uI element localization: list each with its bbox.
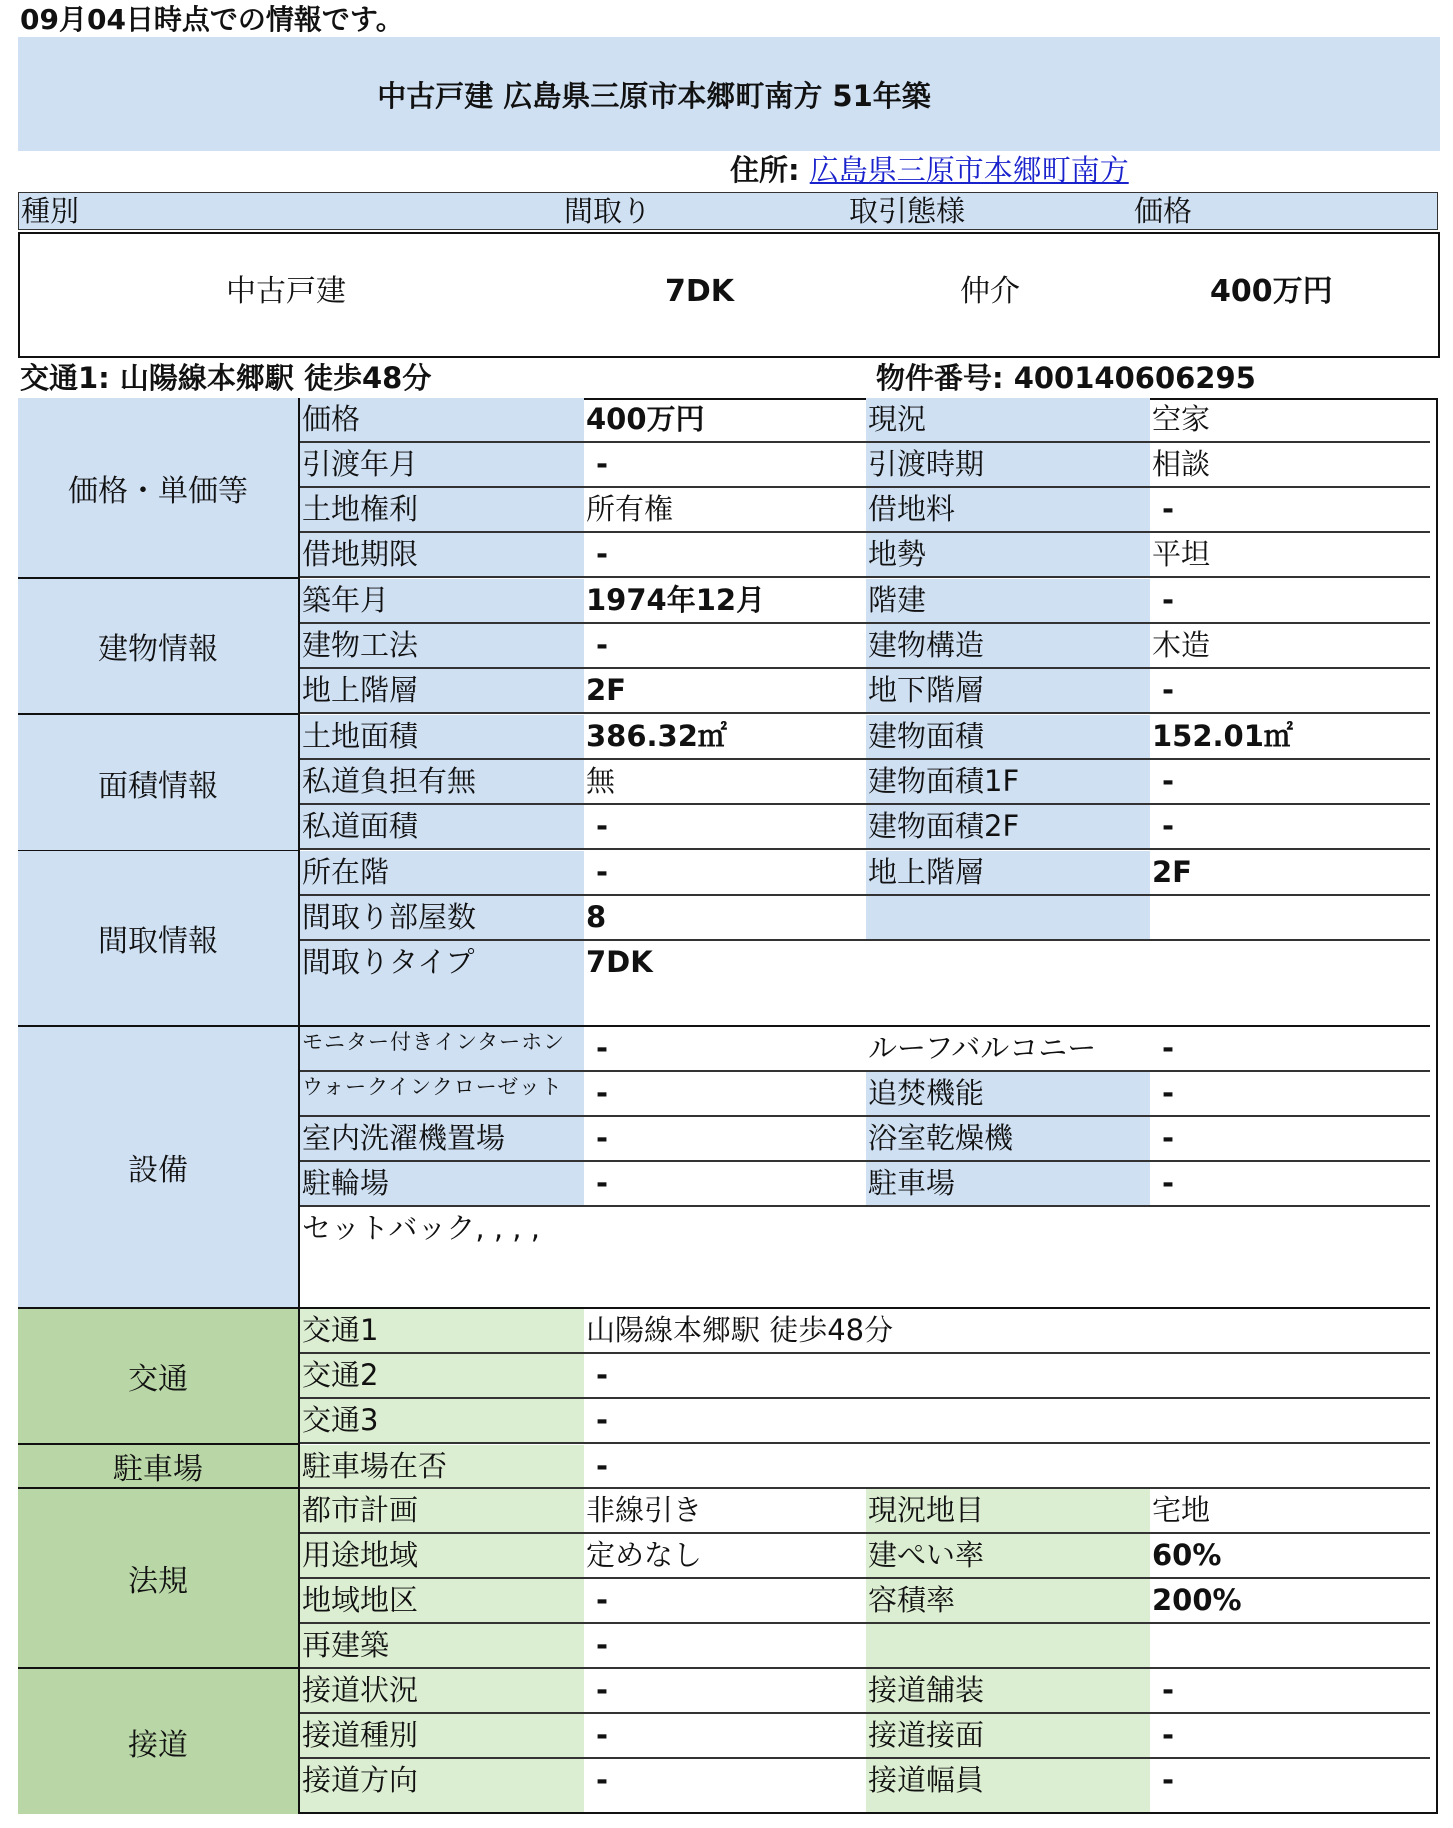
row-value: - (596, 1166, 609, 1200)
row-value: - (596, 1718, 609, 1752)
row-label: 交通3 (300, 1399, 584, 1442)
table-row (300, 1759, 1430, 1812)
row-label-blank (866, 1624, 1150, 1667)
address-label: 住所: (730, 153, 800, 187)
row-label: ウォークインクローゼット (300, 1072, 584, 1115)
row-label: 土地権利 (300, 488, 584, 531)
row-label: 再建築 (300, 1624, 584, 1667)
row-value: - (596, 628, 609, 662)
table-row (300, 1354, 1430, 1399)
summary-header-layout: 間取り (564, 194, 652, 228)
row-label: 交通1 (300, 1309, 584, 1352)
table-row (300, 398, 1430, 443)
table-row (300, 1117, 1430, 1162)
table-row (300, 1489, 1430, 1534)
section-title-parking: 駐車場 (18, 1445, 300, 1489)
row-value: 無 (586, 764, 616, 798)
table-row (300, 533, 1430, 578)
row-value: - (596, 855, 609, 889)
row-value: 非線引き (586, 1493, 703, 1527)
row-value: - (596, 1031, 609, 1065)
row-value: 木造 (1152, 628, 1211, 662)
row-label: 建物面積2F (866, 805, 1150, 848)
row-label: 借地期限 (300, 533, 584, 576)
row-label: 所在階 (300, 851, 584, 894)
row-value: - (1162, 1673, 1175, 1707)
row-value: 相談 (1152, 447, 1211, 481)
summary-values (18, 232, 1440, 358)
row-value: 1974年12月 (586, 583, 766, 617)
row-value: - (596, 1403, 609, 1437)
row-label: 現況地目 (866, 1489, 1150, 1532)
row-label: 地上階層 (300, 669, 584, 712)
row-value: - (1162, 764, 1175, 798)
table-row (300, 851, 1430, 896)
section-title-area: 面積情報 (18, 715, 300, 852)
row-value: 152.01㎡ (1152, 719, 1293, 753)
row-label: 間取りタイプ (300, 941, 584, 1025)
section-title-equipment: 設備 (18, 1027, 300, 1309)
row-label: 建物構造 (866, 624, 1150, 667)
row-label: 建ぺい率 (866, 1534, 1150, 1577)
table-row (300, 1534, 1430, 1579)
summary-value-type: 中古戸建 (226, 274, 346, 309)
row-label: 地勢 (866, 533, 1150, 576)
row-label: 引渡時期 (866, 443, 1150, 486)
address-link[interactable]: 広島県三原市本郷町南方 (809, 153, 1129, 187)
table-row (300, 1027, 1430, 1072)
table-row (300, 715, 1430, 760)
table-row (300, 488, 1430, 533)
row-value: 空家 (1152, 402, 1211, 436)
row-value: - (1162, 583, 1175, 617)
page-title: 中古戸建 広島県三原市本郷町南方 51年築 (377, 78, 931, 113)
row-value: 200% (1152, 1583, 1242, 1617)
row-label: 駐輪場 (300, 1162, 584, 1205)
row-value: - (1162, 1031, 1175, 1065)
row-label: 容積率 (866, 1579, 1150, 1622)
row-label: 階建 (866, 579, 1150, 622)
row-label: 間取り部屋数 (300, 896, 584, 939)
row-value: - (1162, 1763, 1175, 1797)
table-row (300, 1309, 1430, 1354)
row-label: 駐車場在否 (300, 1445, 584, 1487)
summary-value-transaction: 仲介 (960, 274, 1020, 309)
row-label: 交通2 (300, 1354, 584, 1397)
row-label: 土地面積 (300, 715, 584, 758)
access-line: 交通1: 山陽線本郷駅 徒歩48分 (20, 361, 432, 395)
row-value: - (1162, 1166, 1175, 1200)
row-label: 価格 (300, 398, 584, 441)
row-value: - (596, 1121, 609, 1155)
summary-value-price: 400万円 (1210, 274, 1333, 309)
row-label: 地下階層 (866, 669, 1150, 712)
table-row (300, 624, 1430, 669)
table-row (300, 1162, 1430, 1207)
summary-value-layout: 7DK (665, 274, 735, 309)
row-value: - (596, 1358, 609, 1392)
row-label: 建物面積1F (866, 760, 1150, 803)
table-row (300, 941, 1430, 1027)
section-title-building: 建物情報 (18, 579, 300, 715)
row-value: 2F (1152, 855, 1192, 889)
row-value: 386.32㎡ (586, 719, 727, 753)
row-value: - (596, 1583, 609, 1617)
property-number: 物件番号: 400140606295 (876, 361, 1256, 395)
section-title-transport: 交通 (18, 1309, 300, 1445)
row-value: 山陽線本郷駅 徒歩48分 (586, 1313, 894, 1347)
row-value: 8 (586, 900, 607, 934)
table-row (300, 1624, 1430, 1669)
table-row (300, 1399, 1430, 1444)
row-label: 私道負担有無 (300, 760, 584, 803)
row-label: 追焚機能 (866, 1072, 1150, 1115)
row-value: - (1162, 1121, 1175, 1155)
table-row (300, 1669, 1430, 1714)
section-title-road: 接道 (18, 1669, 300, 1814)
row-label: 建物工法 (300, 624, 584, 667)
row-value: - (596, 1628, 609, 1662)
summary-header (18, 192, 1438, 230)
row-label: 接道種別 (300, 1714, 584, 1757)
address-line (730, 150, 1129, 190)
row-label: 築年月 (300, 579, 584, 622)
row-label: 現況 (866, 398, 1150, 441)
table-row (300, 805, 1430, 850)
row-value: 2F (586, 673, 626, 707)
row-label: 浴室乾燥機 (866, 1117, 1150, 1160)
row-value: - (596, 1449, 609, 1483)
title-band (18, 37, 1440, 151)
row-label: 駐車場 (866, 1162, 1150, 1205)
row-value: 7DK (586, 945, 653, 979)
row-label: 地上階層 (866, 851, 1150, 894)
row-label: 借地料 (866, 488, 1150, 531)
row-value: - (1162, 492, 1175, 526)
row-value: 60% (1152, 1538, 1222, 1572)
row-label: 接道接面 (866, 1714, 1150, 1757)
section-title-price: 価格・単価等 (18, 398, 300, 579)
table-row (300, 760, 1430, 805)
summary-header-price: 価格 (1134, 194, 1193, 228)
row-value: - (1162, 673, 1175, 707)
table-row (300, 1579, 1430, 1624)
row-value: 400万円 (586, 402, 705, 436)
row-value: - (596, 447, 609, 481)
row-label-blank (866, 896, 1150, 939)
row-value: - (1162, 809, 1175, 843)
section-title-layout: 間取情報 (18, 851, 300, 1027)
section-title-law: 法規 (18, 1489, 300, 1669)
row-label: 引渡年月 (300, 443, 584, 486)
row-value-blank (1150, 896, 1430, 939)
row-label: 室内洗濯機置場 (300, 1117, 584, 1160)
table-row (300, 579, 1430, 624)
row-value: 所有権 (586, 492, 674, 526)
row-label: 接道幅員 (866, 1759, 1150, 1812)
row-value: 定めなし (586, 1538, 703, 1572)
row-label: 都市計画 (300, 1489, 584, 1532)
row-label: 建物面積 (866, 715, 1150, 758)
row-label: モニター付きインターホン (300, 1027, 584, 1070)
row-value: 宅地 (1152, 1493, 1211, 1527)
table-row (300, 669, 1430, 714)
table-row (300, 1445, 1430, 1489)
table-row (300, 896, 1430, 941)
row-value: - (1162, 1718, 1175, 1752)
equipment-note-row (300, 1207, 1430, 1309)
row-value: - (596, 1076, 609, 1110)
summary-header-transaction: 取引態様 (849, 194, 966, 228)
row-label: 接道方向 (300, 1759, 584, 1812)
row-label: 私道面積 (300, 805, 584, 848)
row-value: 平坦 (1152, 537, 1211, 571)
equipment-note: セットバック, , , , (302, 1211, 540, 1245)
row-value: - (596, 1763, 609, 1797)
row-label: 接道状況 (300, 1669, 584, 1712)
row-value: - (1162, 1076, 1175, 1110)
summary-header-type: 種別 (21, 194, 80, 228)
row-label: ルーフバルコニー (868, 1031, 1097, 1065)
row-label: 接道舗装 (866, 1669, 1150, 1712)
row-label: 地域地区 (300, 1579, 584, 1622)
row-label: 用途地域 (300, 1534, 584, 1577)
row-value: - (596, 809, 609, 843)
row-value-blank (1150, 1624, 1430, 1667)
table-row (300, 443, 1430, 488)
table-row (300, 1072, 1430, 1117)
row-value: - (596, 1673, 609, 1707)
as-of-note: 09月04日時点での情報です。 (20, 3, 404, 36)
table-row (300, 1714, 1430, 1759)
row-value: - (596, 537, 609, 571)
